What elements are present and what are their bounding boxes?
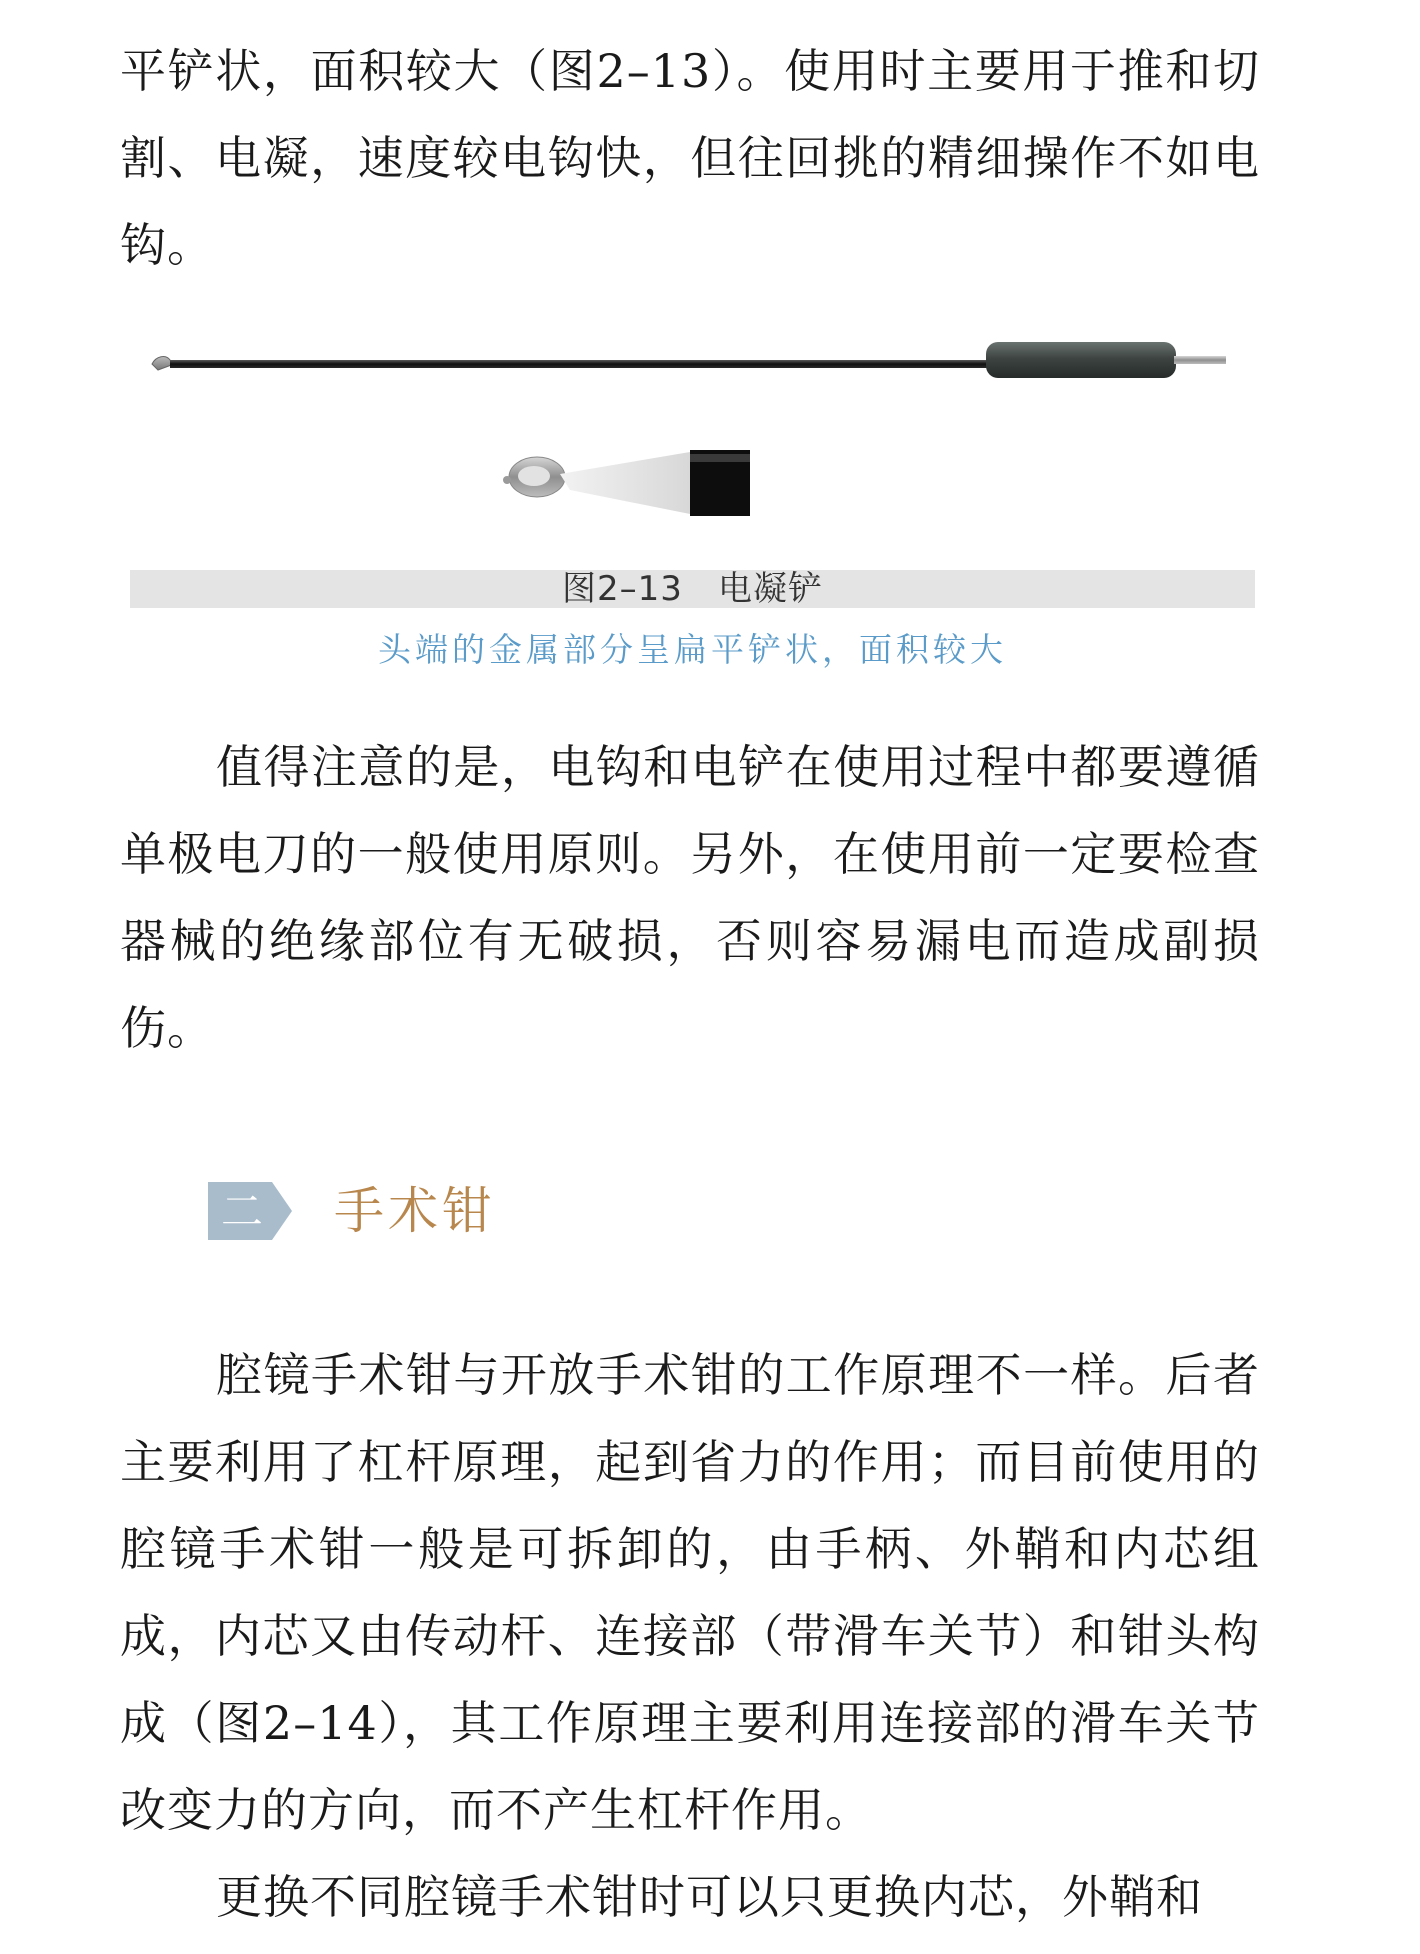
spatula-instrument-illustration: [130, 330, 1260, 560]
figure-caption-bar: [130, 570, 1255, 608]
section-number: 二: [220, 1188, 264, 1235]
paragraph-forceps: 腔镜手术钳与开放手术钳的工作原理不一样。后者主要利用了杠杆原理，起到省力的作用；而目前使用的腔镜手术钳一般是可拆卸的，由手柄、外鞘和内芯组成，内芯又由传动杆、连接部（带滑车关节）和钳头构成（图2–14），其工作原理主要利用连接部的滑车关节改变力的方向，而不产生杠杆作用。: [120, 1348, 1260, 1837]
section-number-badge: [208, 1182, 292, 1240]
section-heading: [208, 1180, 496, 1242]
paragraph-last: 更换不同腔镜手术钳时可以只更换内芯，外鞘和: [216, 1870, 1203, 1924]
figure-subcaption: 头端的金属部分呈扁平铲状，面积较大: [378, 630, 1007, 669]
pentagon-arrow-icon: [208, 1182, 292, 1240]
section-title: 手术钳: [334, 1182, 496, 1240]
paragraph-note: 值得注意的是，电钩和电铲在使用过程中都要遵循单极电刀的一般使用原则。另外，在使用前一定要检查器械的绝缘部位有无破损，否则容易漏电而造成副损伤。: [120, 740, 1260, 1055]
paragraph-top: 平铲状，面积较大（图2–13）。使用时主要用于推和切割、电凝，速度较电钩快，但往回挑的精细操作不如电钩。: [120, 44, 1260, 272]
figure-caption: 图2–13 电凝铲: [562, 569, 823, 609]
figure-electrocoagulation-spatula: [130, 330, 1260, 560]
